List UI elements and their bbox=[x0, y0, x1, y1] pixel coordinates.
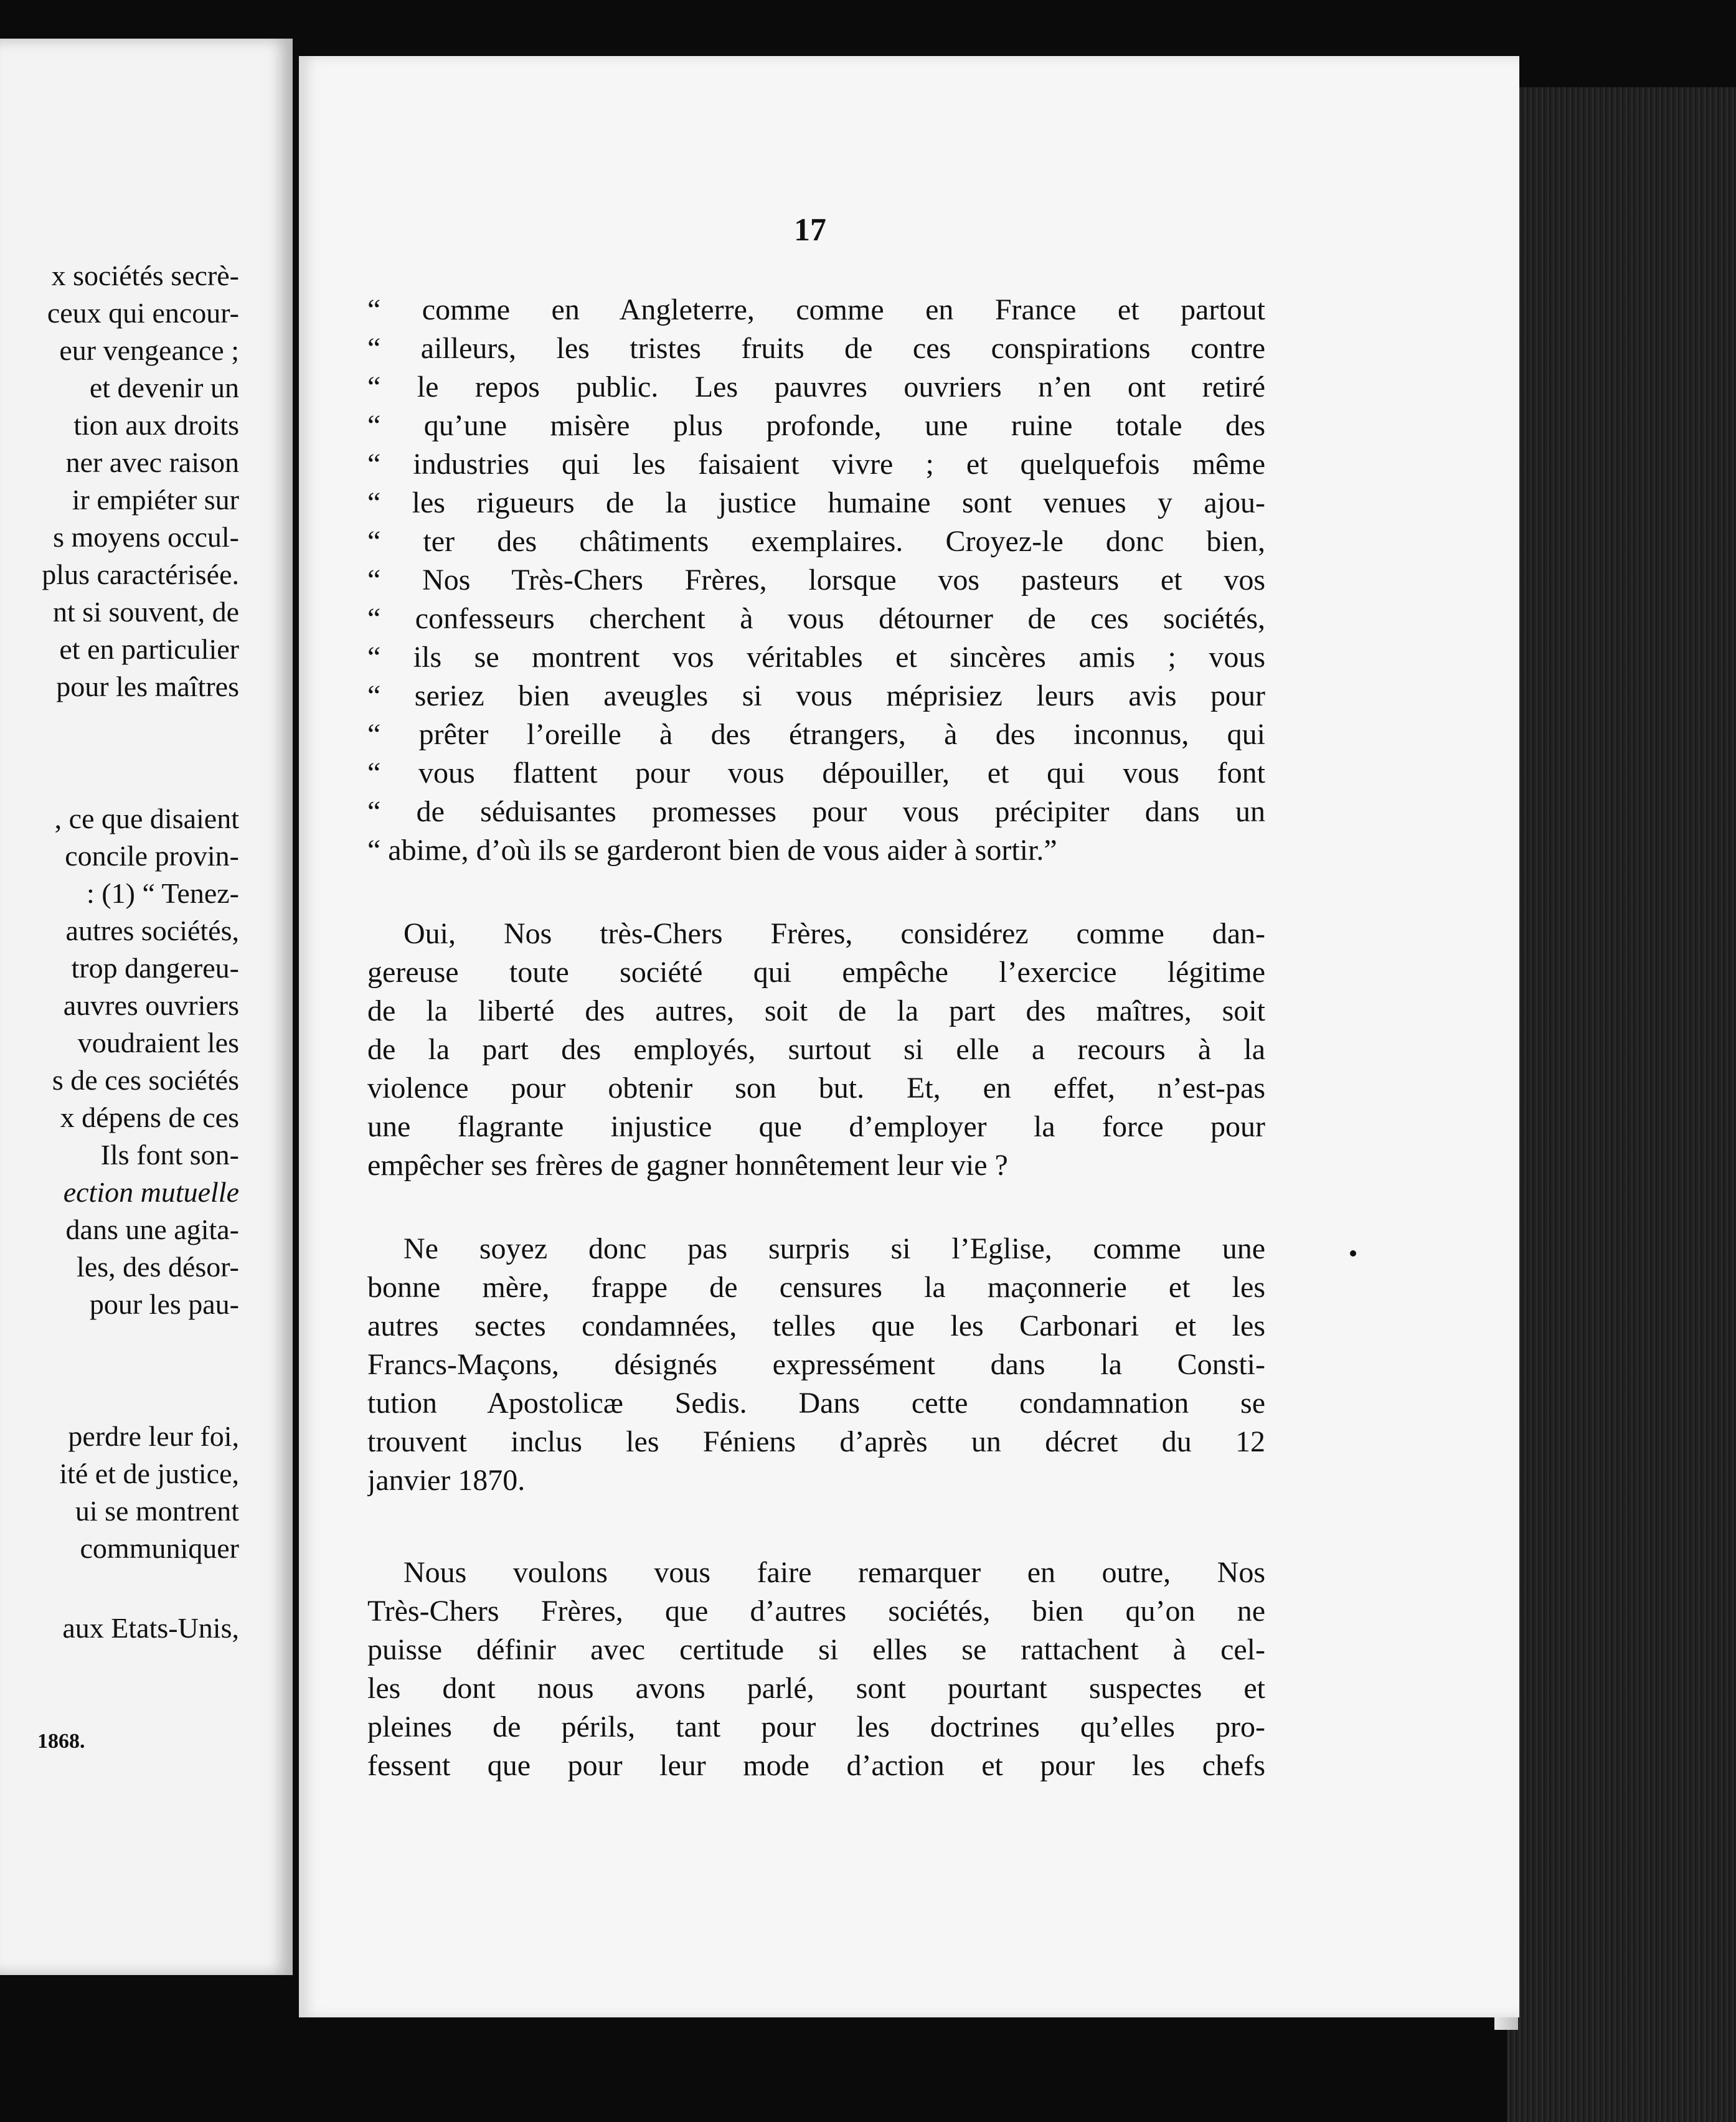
left-page-line: communiquer bbox=[80, 1532, 239, 1564]
left-page-line: plus caractérisée. bbox=[42, 559, 239, 590]
left-page-footnote: 1868. bbox=[37, 1730, 85, 1753]
body-text-line: “ ailleurs, les tristes fruits de ces conspirations contre bbox=[367, 332, 1265, 365]
page-number: 17 bbox=[794, 212, 826, 248]
body-text-line: janvier 1870. bbox=[367, 1464, 526, 1497]
left-page-line: Ils font son- bbox=[100, 1139, 239, 1171]
left-page-line: ner avec raison bbox=[65, 446, 239, 478]
left-page-line: ir empiéter sur bbox=[72, 484, 239, 516]
body-text-line: “ ils se montrent vos véritables et sincères amis ; vous bbox=[367, 641, 1265, 674]
body-text-line: une flagrante injustice que d’employer la force pour bbox=[367, 1110, 1265, 1143]
left-page-line: eur vengeance ; bbox=[59, 334, 239, 366]
body-text-line: Ne soyez donc pas surpris si l’Eglise, comme une bbox=[403, 1232, 1265, 1265]
body-text-line: Très-Chers Frères, que d’autres sociétés, bien qu’on ne bbox=[367, 1595, 1265, 1628]
body-text-line: Francs-Maçons, désignés expressément dans la Consti- bbox=[367, 1348, 1265, 1381]
left-page-line: tion aux droits bbox=[73, 409, 239, 441]
body-text-line: “ confesseurs cherchent à vous détourner de ces sociétés, bbox=[367, 602, 1265, 635]
body-text-line: Nous voulons vous faire remarquer en outre, Nos bbox=[403, 1556, 1265, 1589]
body-text-line: “ prêter l’oreille à des étrangers, à des inconnus, qui bbox=[367, 718, 1265, 751]
left-page-line: trop dangereu- bbox=[71, 952, 239, 984]
left-page-line: auvres ouvriers bbox=[63, 989, 239, 1021]
body-text-line: les dont nous avons parlé, sont pourtant suspectes et bbox=[367, 1672, 1265, 1705]
left-page-line: pour les pau- bbox=[89, 1288, 239, 1320]
book-page-edges bbox=[1507, 87, 1736, 2122]
left-page-line: ui se montrent bbox=[75, 1495, 239, 1527]
left-page-line: s moyens occul- bbox=[53, 521, 239, 553]
body-text-line: pleines de périls, tant pour les doctrines qu’elles pro- bbox=[367, 1710, 1265, 1743]
ink-speck bbox=[1350, 1250, 1356, 1257]
body-text-line: gereuse toute société qui empêche l’exercice légitime bbox=[367, 956, 1265, 989]
left-page-line: s de ces sociétés bbox=[52, 1064, 239, 1096]
left-page-line: x dépens de ces bbox=[60, 1101, 239, 1133]
body-text-line: “ ter des châtiments exemplaires. Croyez-le donc bien, bbox=[367, 525, 1265, 558]
left-page-line: ection mutuelle bbox=[63, 1176, 239, 1208]
body-text-line: de la part des employés, surtout si elle a recours à la bbox=[367, 1033, 1265, 1066]
body-text-line: de la liberté des autres, soit de la part des maîtres, soit bbox=[367, 994, 1265, 1027]
body-text-line: “ seriez bien aveugles si vous méprisiez leurs avis pour bbox=[367, 679, 1265, 712]
body-text-line: “ les rigueurs de la justice humaine sont venues y ajou- bbox=[367, 486, 1265, 519]
body-text-line: autres sectes condamnées, telles que les Carbonari et les bbox=[367, 1309, 1265, 1342]
left-page-line: ceux qui encour- bbox=[47, 297, 239, 329]
body-text-line: tution Apostolicæ Sedis. Dans cette condamnation se bbox=[367, 1387, 1265, 1420]
left-page bbox=[0, 39, 293, 1975]
left-page-line: ité et de justice, bbox=[59, 1458, 239, 1489]
body-text-line: “ abime, d’où ils se garderont bien de vous aider à sortir.” bbox=[367, 834, 1057, 867]
body-text-line: bonne mère, frappe de censures la maçonnerie et les bbox=[367, 1271, 1265, 1304]
left-page-line: , ce que disaient bbox=[54, 803, 239, 834]
left-page-line: : (1) “ Tenez- bbox=[87, 877, 239, 909]
body-text-line: “ comme en Angleterre, comme en France et partout bbox=[367, 293, 1265, 326]
left-page-line: pour les maîtres bbox=[56, 671, 239, 702]
body-text-line: fessent que pour leur mode d’action et pour les chefs bbox=[367, 1749, 1265, 1782]
left-page-line: aux Etats-Unis, bbox=[62, 1612, 239, 1644]
left-page-line: nt si souvent, de bbox=[53, 596, 239, 628]
left-page-line: perdre leur foi, bbox=[68, 1420, 239, 1452]
left-page-line: voudraient les bbox=[77, 1027, 239, 1059]
body-text-line: “ Nos Très-Chers Frères, lorsque vos pasteurs et vos bbox=[367, 564, 1265, 597]
left-page-line: les, des désor- bbox=[77, 1251, 239, 1283]
body-text-line: Oui, Nos très-Chers Frères, considérez comme dan- bbox=[403, 917, 1265, 950]
body-text-line: trouvent inclus les Féniens d’après un décret du 12 bbox=[367, 1425, 1265, 1458]
body-text-line: “ de séduisantes promesses pour vous précipiter dans un bbox=[367, 795, 1265, 828]
body-text-line: “ vous flattent pour vous dépouiller, et qui vous font bbox=[367, 757, 1265, 790]
left-page-line: et en particulier bbox=[59, 633, 239, 665]
left-page-line: concile provin- bbox=[65, 840, 239, 872]
body-text-line: “ qu’une misère plus profonde, une ruine totale des bbox=[367, 409, 1265, 442]
left-page-line: x sociétés secrè- bbox=[51, 260, 239, 291]
body-text-line: violence pour obtenir son but. Et, en effet, n’est-pas bbox=[367, 1072, 1265, 1105]
body-text-line: empêcher ses frères de gagner honnêtement leur vie ? bbox=[367, 1149, 1008, 1182]
left-page-line: autres sociétés, bbox=[65, 915, 239, 946]
body-text-line: puisse définir avec certitude si elles se rattachent à cel- bbox=[367, 1633, 1265, 1666]
left-page-line: et devenir un bbox=[89, 372, 239, 403]
body-text-line: “ industries qui les faisaient vivre ; et quelquefois même bbox=[367, 448, 1265, 481]
left-page-line: dans une agita- bbox=[65, 1214, 239, 1245]
body-text-line: “ le repos public. Les pauvres ouvriers n’en ont retiré bbox=[367, 370, 1265, 403]
